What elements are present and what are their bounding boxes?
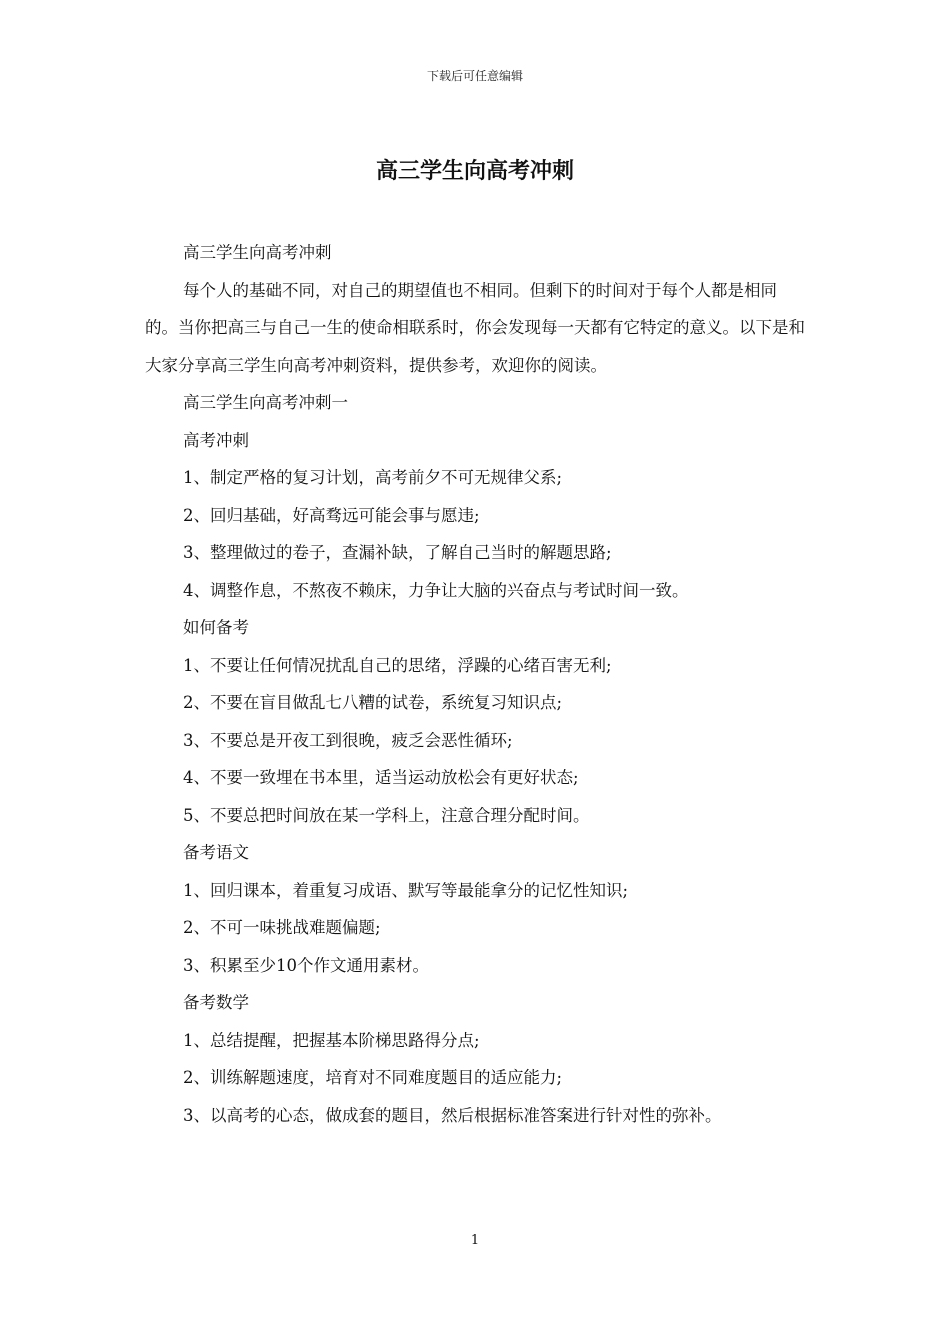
subtitle-paragraph: 高三学生向高考冲刺 [183, 243, 332, 262]
list-item: 2、回归基础，好高骛远可能会事与愿违; [183, 505, 480, 525]
list-item: 1、总结提醒，把握基本阶梯思路得分点; [183, 1030, 480, 1050]
document-body [145, 234, 807, 1134]
subsection-heading: 如何备考 [183, 618, 249, 637]
list-item: 2、不要在盲目做乱七八糟的试卷，系统复习知识点; [183, 693, 563, 712]
page-number: 1 [470, 1233, 480, 1248]
subsection-heading: 备考数学 [183, 993, 249, 1012]
document-title: 高三学生向高考冲刺 [375, 158, 574, 184]
list-item: 5、不要总把时间放在某一学科上，注意合理分配时间。 [183, 805, 590, 825]
list-item: 4、调整作息，不熬夜不赖床，力争让大脑的兴奋点与考试时间一致。 [183, 580, 689, 600]
list-item: 3、积累至少10个作文通用素材。 [183, 955, 429, 975]
list-item: 2、不可一味挑战难题偏题; [183, 918, 381, 937]
list-item: 3、以高考的心态，做成套的题目，然后根据标准答案进行针对性的弥补。 [183, 1105, 722, 1125]
list-item: 4、不要一致埋在书本里，适当运动放松会有更好状态; [183, 768, 579, 787]
list-item: 1、不要让任何情况扰乱自己的思绪，浮躁的心绪百害无利; [183, 655, 612, 675]
intro-paragraph: 每个人的基础不同，对自己的期望值也不相同。但剩下的时间对于每个人都是相同的。当你把高三与自己一生的使命相联系时，你会发现每一天都有它特定的意义。以下是和大家分享高三学生向高考冲刺资料，提供参考，欢迎你的阅读。 [145, 280, 805, 375]
subsection-heading: 高考冲刺 [183, 430, 249, 450]
list-item: 3、不要总是开夜工到很晚，疲乏会恶性循环; [183, 730, 513, 750]
list-item: 3、整理做过的卷子，查漏补缺，了解自己当时的解题思路; [183, 543, 612, 562]
list-item: 1、制定严格的复习计划，高考前夕不可无规律父系; [183, 468, 563, 487]
page-header: 下载后可任意编辑 [426, 69, 523, 83]
list-item: 1、回归课本，着重复习成语、默写等最能拿分的记忆性知识; [183, 880, 629, 900]
list-item: 2、训练解题速度，培育对不同难度题目的适应能力; [183, 1068, 563, 1087]
section-heading: 高三学生向高考冲刺一 [183, 393, 348, 412]
subsection-heading: 备考语文 [183, 843, 249, 862]
